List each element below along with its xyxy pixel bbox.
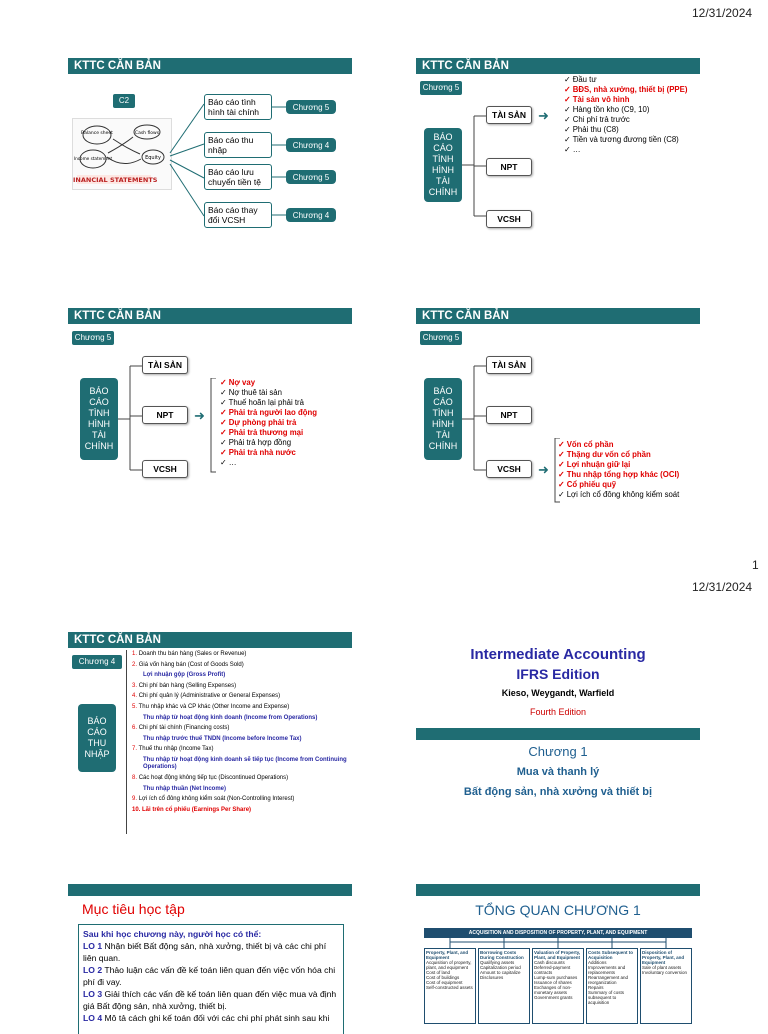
list-item: 3. Chi phí bán hàng (Selling Expenses) — [132, 682, 237, 689]
node-tai-san: TÀI SẢN — [486, 356, 532, 374]
list-item: ✓ Nợ thuê tài sản — [220, 388, 350, 398]
page-date: 12/31/2024 — [692, 6, 753, 20]
overview-column: Borrowing Costs During Construction Qualifying assets Capitalization period Amount to capitalize Disclosures — [478, 948, 530, 1024]
chapter-chip: Chương 5 — [72, 331, 114, 345]
chapter-topic-line1: Mua và thanh lý — [516, 766, 600, 778]
subtotal-item: Lợi nhuận gộp (Gross Profit) — [143, 672, 226, 679]
top-bar — [416, 884, 700, 896]
chapter-label: Chương 4 — [286, 138, 336, 152]
list-item: ✓ Chi phí trả trước — [564, 115, 704, 125]
chapter-chip: Chương 5 — [420, 81, 462, 95]
slide-7 — [68, 884, 352, 1024]
report-box: Báo cáo thu nhập — [204, 132, 272, 158]
list-item: ✓ Phải trả người lao động — [220, 408, 350, 418]
page-number: 1 — [752, 558, 759, 572]
chapter-chip: Chương 5 — [420, 331, 462, 345]
list-item: 8. Các hoạt động không tiếp tục (Discontinued Operations) — [132, 774, 289, 781]
financial-statements-image — [72, 118, 172, 190]
liability-items-list — [220, 378, 350, 468]
arrow-right-icon: ➜ — [194, 408, 205, 423]
chapter-chip: C2 — [113, 94, 135, 108]
overview-column: Costs Subsequent to Acquisition Additions Improvements and replacements Rearrangement and reorganization Repairs Summary of costs subsequent to acquisition — [586, 948, 638, 1024]
node-vcsh: VCSH — [486, 210, 532, 228]
slide-title: TỔNG QUAN CHƯƠNG 1 — [475, 902, 641, 918]
report-box: Báo cáo tình hình tài chính — [204, 94, 272, 120]
list-item: 9. Lợi ích cổ đông không kiểm soát (Non-Controlling Interest) — [132, 796, 295, 803]
book-edition: Fourth Edition — [529, 707, 587, 717]
page-date: 12/31/2024 — [692, 580, 753, 594]
list-item: ✓ Phải trả hợp đồng — [220, 438, 350, 448]
chapter-label: Chương 4 — [286, 208, 336, 222]
slide-6 — [416, 632, 700, 832]
list-item: ✓ … — [220, 458, 350, 468]
tree-lines — [118, 358, 144, 488]
overview-column: Valuation of Property, Plant, and Equipment Cash discounts Deferred-payment contracts Lump-sum purchases Issuance of shares Exchanges of non-monetary assets Government grants — [532, 948, 584, 1024]
objective-item: LO 3 Giải thích các vấn đề kế toán liên quan đến việc mua và định giá Bất động sản, nhà xưởng, thiết bị. — [83, 989, 337, 1011]
slide-5 — [68, 632, 352, 832]
list-item: ✓ Vốn cổ phần — [558, 440, 700, 450]
chapter-title: Chương 1 — [528, 744, 588, 759]
sketch-label: Balance sheet — [81, 131, 113, 136]
objectives-intro: Sau khi học chương này, người học có thể: — [83, 929, 262, 939]
subtotal-item: Thu nhập trước thuế TNDN (Income before Income Tax) — [143, 735, 302, 742]
subtotal-item: Thu nhập thuần (Net Income) — [143, 785, 226, 792]
list-item: ✓ Phải thu (C8) — [564, 125, 704, 135]
connector-lines — [168, 98, 208, 238]
top-bar — [68, 884, 352, 896]
overview-banner: ACQUISITION AND DISPOSITION OF PROPERTY, PLANT, AND EQUIPMENT — [424, 928, 692, 938]
report-box: Báo cáo thay đổi VCSH — [204, 202, 272, 228]
list-item: ✓ Đầu tư — [564, 75, 704, 85]
book-title: Intermediate Accounting — [470, 646, 646, 663]
objective-item: LO 2 Thảo luận các vấn đề kế toán liên quan đến việc vốn hóa chi phí đi vay. — [83, 965, 336, 987]
overview-column: Property, Plant, and Equipment Acquisition of property, plant, and equipment Cost of land Cost of buildings Cost of equipment Self-constructed assets — [424, 948, 476, 1024]
list-item: ✓ Cổ phiếu quỹ — [558, 480, 700, 490]
slide-header: KTTC CĂN BẢN — [416, 58, 700, 74]
list-item: 5. Thu nhập khác và CP khác (Other Income and Expense) — [132, 703, 290, 710]
list-item: 4. Chi phí quản lý (Administrative or General Expenses) — [132, 693, 281, 700]
image-caption: FINANCIAL STATEMENTS — [73, 176, 158, 184]
list-item: ✓ Thuế hoãn lại phải trả — [220, 398, 350, 408]
list-item: ✓ Phải trả thương mại — [220, 428, 350, 438]
main-report-box: BÁO CÁO THU NHẬP — [78, 704, 116, 772]
slide-2 — [416, 58, 700, 238]
chapter-chip: Chương 4 — [72, 655, 122, 669]
main-report-box: BÁO CÁO TÌNH HÌNH TÀI CHÍNH — [424, 378, 462, 460]
chapter-label: Chương 5 — [286, 100, 336, 114]
sketch-icon — [73, 119, 171, 189]
list-item: 10. Lãi trên cổ phiếu (Earnings Per Share) — [132, 806, 252, 813]
report-box: Báo cáo lưu chuyển tiền tệ — [204, 164, 272, 190]
list-item: ✓ Tài sản vô hình — [564, 95, 704, 105]
list-item: ✓ Lợi ích cổ đông không kiểm soát — [558, 490, 700, 500]
list-item: ✓ Lợi nhuận giữ lại — [558, 460, 700, 470]
chapter-label: Chương 5 — [286, 170, 336, 184]
node-npt: NPT — [486, 406, 532, 424]
list-item: ✓ Thặng dư vốn cổ phần — [558, 450, 700, 460]
list-item: ✓ Tiền và tương đương tiền (C8) — [564, 135, 704, 145]
list-item: 2. Giá vốn hàng bán (Cost of Goods Sold) — [132, 661, 244, 668]
arrow-right-icon: ➜ — [538, 108, 549, 123]
bracket-line — [210, 378, 218, 474]
list-item: 6. Chi phí tài chính (Financing costs) — [132, 725, 230, 732]
node-npt: NPT — [142, 406, 188, 424]
list-item: ✓ Thu nhập tổng hợp khác (OCI) — [558, 470, 700, 480]
divider-bar — [416, 728, 700, 740]
node-vcsh: VCSH — [142, 460, 188, 478]
slide-1 — [68, 58, 352, 238]
list-item: ✓ BĐS, nhà xưởng, thiết bị (PPE) — [564, 85, 704, 95]
list-item: ✓ Dự phòng phải trả — [220, 418, 350, 428]
book-subtitle: IFRS Edition — [516, 666, 600, 682]
slide-4 — [416, 308, 700, 508]
main-report-box: BÁO CÁO TÌNH HÌNH TÀI CHÍNH — [80, 378, 118, 460]
equity-items-list — [558, 440, 700, 500]
overview-column: Disposition of Property, Plant, and Equipment Sale of plant assets Involuntary conversion — [640, 948, 692, 1024]
objectives-box — [78, 924, 344, 1034]
tree-lines — [462, 108, 488, 228]
list-item: ✓ Nợ vay — [220, 378, 350, 388]
slide-title: Mục tiêu học tập — [82, 901, 185, 917]
subtotal-item: Thu nhập từ hoạt động kinh doanh sẽ tiếp tục (Income from Continuing Operations) — [143, 756, 347, 770]
slide-8 — [416, 884, 700, 1024]
list-item: ✓ … — [564, 145, 704, 155]
sketch-label: Income statement — [73, 156, 113, 161]
book-authors: Kieso, Weygandt, Warfield — [501, 688, 615, 698]
chapter-topic-line2: Bất động sản, nhà xưởng và thiết bị — [463, 786, 653, 798]
node-tai-san: TÀI SẢN — [486, 106, 532, 124]
objective-item: LO 1 Nhận biết Bất động sản, nhà xưởng, thiết bị và các chi phí liên quan. — [83, 941, 327, 963]
main-report-box: BÁO CÁO TÌNH HÌNH TÀI CHÍNH — [424, 128, 462, 202]
node-npt: NPT — [486, 158, 532, 176]
slide-header: KTTC CĂN BẢN — [68, 308, 352, 324]
list-item: ✓ Phải trả nhà nước — [220, 448, 350, 458]
list-item: ✓ Hàng tồn kho (C9, 10) — [564, 105, 704, 115]
list-item: 1. Doanh thu bán hàng (Sales or Revenue) — [132, 651, 247, 657]
objective-item: LO 4 Mô tả cách ghi kế toán đối với các chi phí phát sinh sau khi — [83, 1013, 330, 1023]
overview-columns — [424, 948, 692, 1024]
slide-header: KTTC CĂN BẢN — [416, 308, 700, 324]
tree-lines — [462, 358, 488, 488]
slide-3 — [68, 308, 352, 508]
node-vcsh: VCSH — [486, 460, 532, 478]
sketch-label: Cash flows — [134, 131, 160, 136]
node-tai-san: TÀI SẢN — [142, 356, 188, 374]
subtotal-item: Thu nhập từ hoạt động kinh doanh (Income from Operations) — [143, 714, 318, 721]
slide-header: KTTC CĂN BẢN — [68, 632, 352, 648]
asset-items-list — [564, 75, 704, 155]
arrow-right-icon: ➜ — [538, 462, 549, 477]
income-statement-list — [132, 649, 352, 815]
list-item: 7. Thuế thu nhập (Income Tax) — [132, 746, 214, 753]
sketch-label: Equity — [145, 155, 161, 161]
slide-header: KTTC CĂN BẢN — [68, 58, 352, 74]
